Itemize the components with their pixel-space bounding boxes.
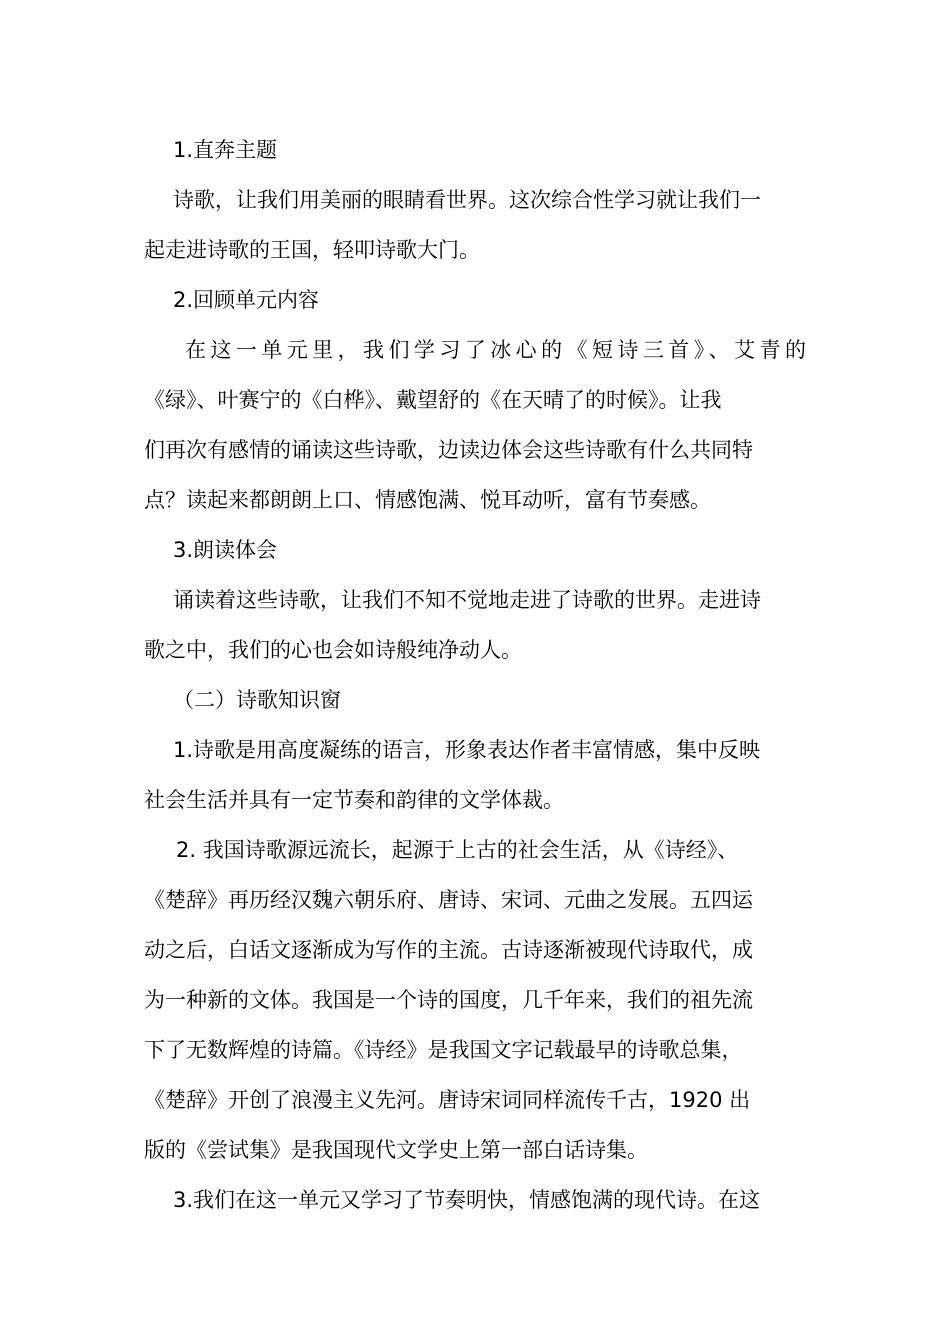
heading-review-unit: 2.回顾单元内容 [173,288,320,312]
section-heading-poetry-knowledge: （二）诗歌知识窗 [173,688,341,712]
paragraph-line: 诵读着这些诗歌，让我们不知不觉地走进了诗歌的世界。走进诗 [173,588,761,612]
heading-direct-theme: 1.直奔主题 [173,138,278,162]
heading-reading-experience: 3.朗读体会 [173,538,278,562]
paragraph-line: 《楚辞》开创了浪漫主义先河。唐诗宋词同样流传千古，1920 出 [144,1088,751,1112]
paragraph-line: 3.我们在这一单元又学习了节奏明快，情感饱满的现代诗。在这 [173,1188,761,1212]
paragraph-line: 们再次有感情的诵读这些诗歌，边读边体会这些诗歌有什么共同特 [144,438,753,462]
paragraph-line: 1.诗歌是用高度凝练的语言，形象表达作者丰富情感，集中反映 [173,738,761,762]
paragraph-line: 点？读起来都朗朗上口、情感饱满、悦耳动听，富有节奏感。 [144,488,711,512]
paragraph-line: 起走进诗歌的王国，轻叩诗歌大门。 [144,238,480,262]
paragraph-line: 歌之中，我们的心也会如诗般纯净动人。 [144,638,522,662]
paragraph-line: 为一种新的文体。我国是一个诗的国度，几千年来，我们的祖先流 [144,988,753,1012]
paragraph-line: 2. 我国诗歌源远流长，起源于上古的社会生活，从《诗经》、 [176,838,739,862]
paragraph-line: 在这一单元里，我们学习了冰心的《短诗三首》、艾青的 [185,338,806,362]
paragraph-line: 版的《尝试集》是我国现代文学史上第一部白话诗集。 [144,1138,648,1162]
paragraph-line: 《绿》、叶赛宁的《白桦》、戴望舒的《在天晴了的时候》。让我 [144,388,722,412]
paragraph-line: 社会生活并具有一定节奏和韵律的文学体裁。 [144,788,564,812]
paragraph-line: 《楚辞》再历经汉魏六朝乐府、唐诗、宋词、元曲之发展。五四运 [144,888,753,912]
paragraph-line: 动之后，白话文逐渐成为写作的主流。古诗逐渐被现代诗取代，成 [144,938,753,962]
paragraph-line: 诗歌，让我们用美丽的眼睛看世界。这次综合性学习就让我们一 [173,188,761,212]
paragraph-line: 下了无数辉煌的诗篇。《诗经》是我国文字记载最早的诗歌总集， [144,1038,743,1062]
